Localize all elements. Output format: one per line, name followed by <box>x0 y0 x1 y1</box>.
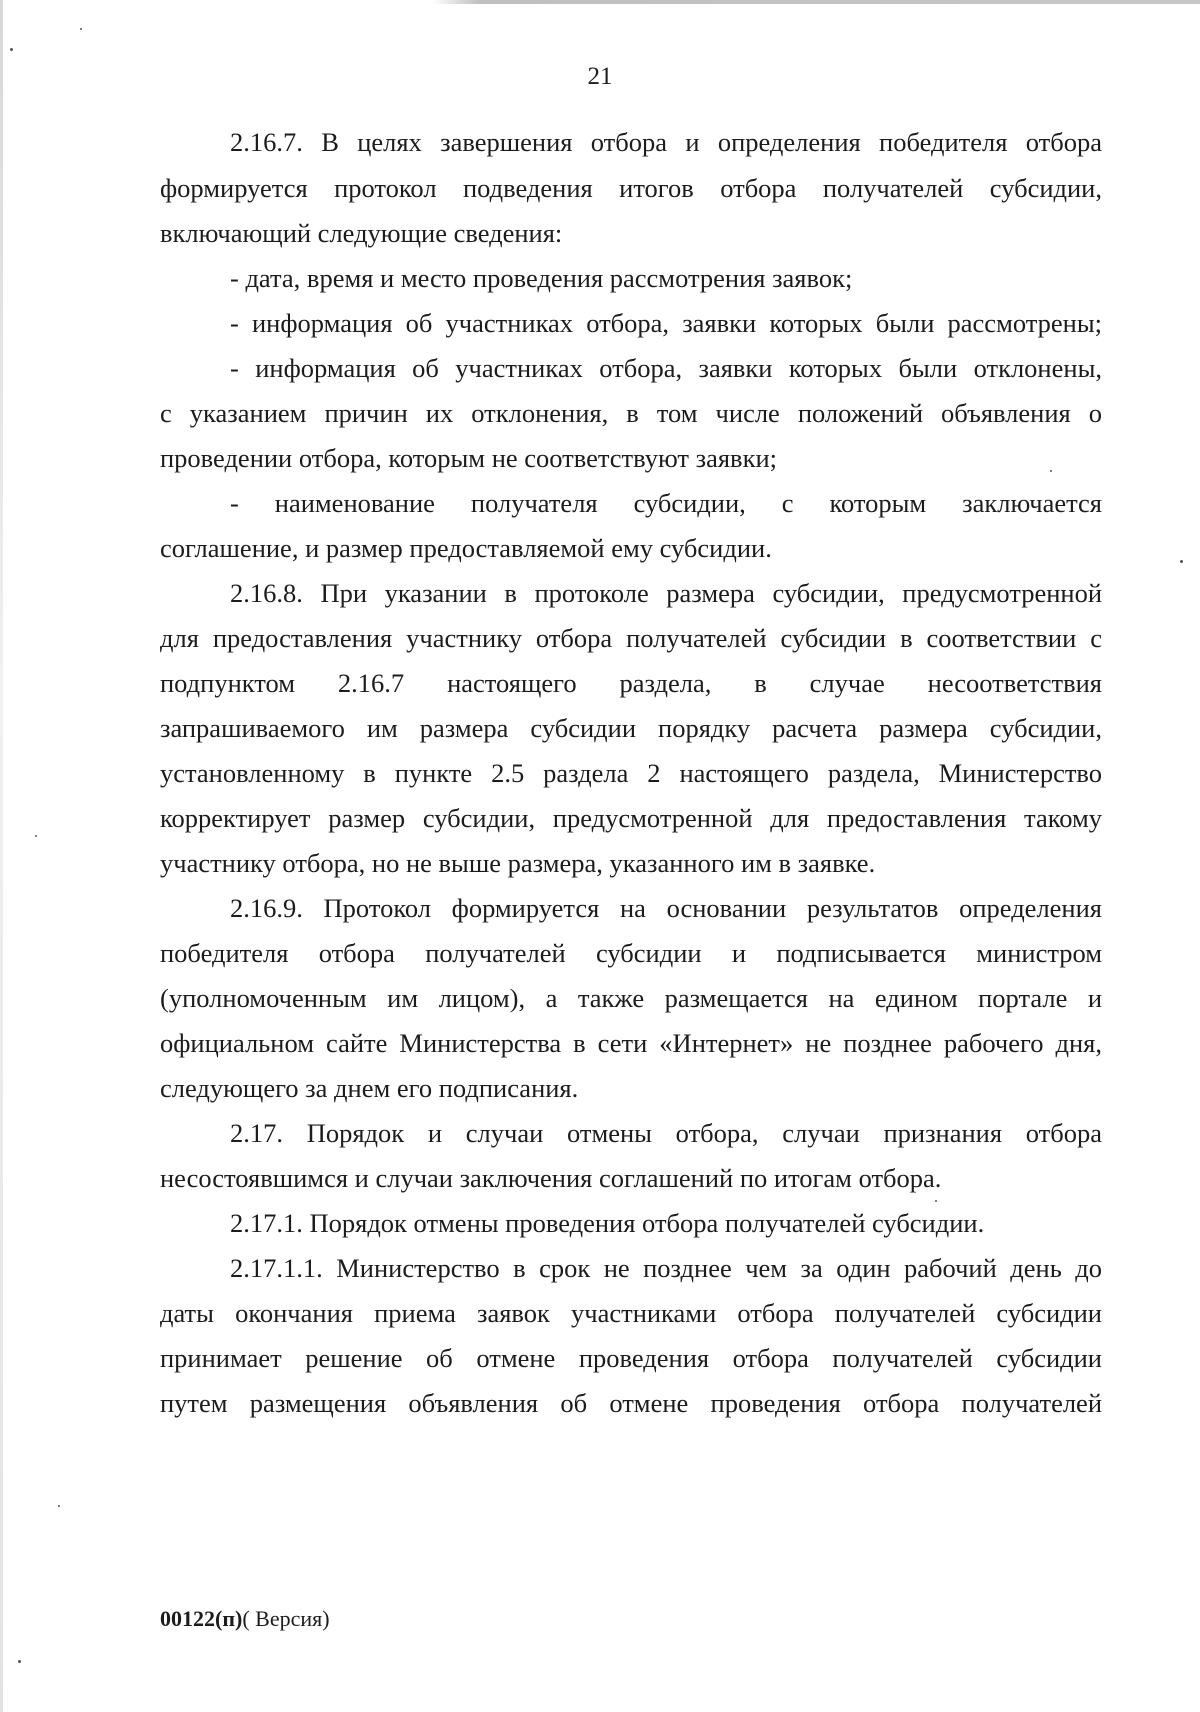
scan-edge-top <box>0 0 1200 4</box>
scan-speck <box>1050 470 1052 472</box>
text-line: для предоставления участнику отбора получателей субсидии в соответствии с <box>160 623 1102 653</box>
scan-edge-left <box>0 0 3 1712</box>
document-footer <box>160 1605 330 1633</box>
text-line: (уполномоченным им лицом), а также размещается на едином портале и <box>160 983 1102 1013</box>
text-line: победителя отбора получателей субсидии и подписывается министром <box>160 938 1102 968</box>
text-line: 2.16.7. В целях завершения отбора и определения победителя отбора <box>230 127 1102 157</box>
scan-speck <box>35 835 37 837</box>
text-line: 2.17. Порядок и случаи отмены отбора, случаи признания отбора <box>230 1118 1102 1148</box>
text-line: запрашиваемого им размера субсидии порядку расчета размера субсидии, <box>160 713 1102 743</box>
text-line: проведении отбора, которым не соответствуют заявки; <box>160 443 777 473</box>
text-line: соглашение, и размер предоставляемой ему субсидии. <box>160 533 772 563</box>
list-item: - информация об участниках отбора, заявки которых были рассмотрены; <box>230 308 1102 338</box>
text-line: подпунктом 2.16.7 настоящего раздела, в случае несоответствия <box>160 668 1102 698</box>
page-number: 21 <box>587 63 613 90</box>
text-line: принимает решение об отмене проведения отбора получателей субсидии <box>160 1343 1102 1373</box>
list-item: - дата, время и место проведения рассмотрения заявок; <box>230 263 853 293</box>
text-line: 2.17.1.1. Министерство в срок не позднее чем за один рабочий день до <box>230 1253 1102 1283</box>
scan-speck <box>18 1660 21 1663</box>
text-line: 2.16.8. При указании в протоколе размера субсидии, предусмотренной <box>230 578 1102 608</box>
scan-speck <box>80 28 82 30</box>
text-line: установленному в пункте 2.5 раздела 2 настоящего раздела, Министерство <box>160 758 1102 788</box>
scan-speck <box>935 1200 937 1202</box>
text-line: формируется протокол подведения итогов отбора получателей субсидии, <box>160 173 1102 203</box>
text-line: даты окончания приема заявок участниками отбора получателей субсидии <box>160 1298 1102 1328</box>
text-line: 2.17.1. Порядок отмены проведения отбора получателей субсидии. <box>230 1208 985 1238</box>
scan-speck <box>10 48 13 51</box>
scan-speck <box>58 1505 60 1507</box>
text-line: корректирует размер субсидии, предусмотренной для предоставления такому <box>160 803 1102 833</box>
list-item: - наименование получателя субсидии, с которым заключается <box>230 488 1102 518</box>
text-line: официальном сайте Министерства в сети «Интернет» не позднее рабочего дня, <box>160 1028 1102 1058</box>
document-version: ( Версия) <box>242 1606 330 1631</box>
scan-speck <box>1180 560 1183 563</box>
text-line: с указанием причин их отклонения, в том числе положений объявления о <box>160 398 1102 428</box>
text-line: несостоявшимся и случаи заключения соглашений по итогам отбора. <box>160 1163 942 1193</box>
list-item: - информация об участниках отбора, заявки которых были отклонены, <box>230 353 1102 383</box>
document-code: 00122(п) <box>160 1606 243 1631</box>
text-line: 2.16.9. Протокол формируется на основании результатов определения <box>230 893 1102 923</box>
text-line: включающий следующие сведения: <box>160 218 563 248</box>
text-line: участнику отбора, но не выше размера, указанного им в заявке. <box>160 848 876 878</box>
text-line: следующего за днем его подписания. <box>160 1073 579 1103</box>
text-line: путем размещения объявления об отмене проведения отбора получателей <box>160 1388 1102 1418</box>
